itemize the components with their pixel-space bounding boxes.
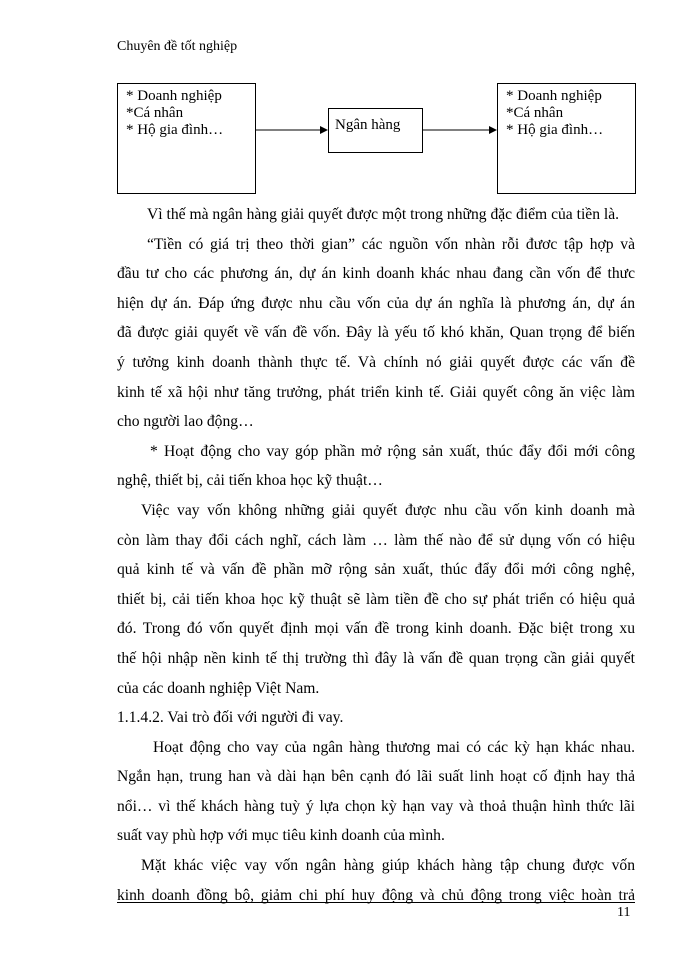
text-line: còn làm thay đổi cách nghĩ, cách làm … làm thế nào để sử dụng vốn có hiệu [117,531,635,549]
text-line: hiện dự án. Đáp ứng được nhu cầu vốn của dự án nghĩa là phương án, dự án [117,294,635,312]
page-number: 11 [617,905,631,920]
arrow-right-icon [256,124,330,136]
box-line: * Doanh nghiệp [126,88,222,104]
text-line: Ngắn hạn, trung han và dài hạn bên cạnh đó lãi suất linh hoạt cố định hay thả [117,768,635,786]
text-line: Việc vay vốn không những giải quyết được nhu cầu vốn kinh doanh mà [141,501,635,519]
bank-label: Ngân hàng [335,117,401,133]
text-line: Hoạt động cho vay của ngân hàng thương mai có các kỳ hạn khác nhau. [153,738,635,756]
text-line: Vì thế mà ngân hàng giải quyết được một trong những đặc điểm của tiền là. [147,206,620,223]
arrow-right-icon [423,124,499,136]
text-line: đã được giải quyết về vấn đề vốn. Đây là yếu tố khó khăn, Quan trọng để biến [117,324,635,342]
text-line: nổi… vì thế khách hàng tuỳ ý lựa chọn kỳ hạn vay và thoả thuận hình thức lãi [117,797,635,815]
text-line: “Tiền có giá trị theo thời gian” các nguồn vốn nhàn rỗi đươc tập hợp và [147,235,635,253]
borrower-box-left [117,83,256,194]
bank-box [328,108,423,153]
text-line: thế hội nhập nền kinh tế thị trường thì đây là vấn đề quan trọng cần giải quyết [117,649,635,667]
text-line: * Hoạt động cho vay góp phần mở rộng sản xuất, thúc đẩy đổi mới công [150,442,635,460]
text-line: thiết bị, cải tiến khoa học kỹ thuật sẽ làm tiền đề cho sự phát triển có hiệu quả [117,590,635,608]
text-line: đó. Trong đó vốn quyết định mọi vấn đề trong kinh doanh. Đặc biệt trong xu [117,620,635,638]
text-line: kinh doanh đồng bộ, giảm chi phí huy động và chủ động trong việc hoàn trả [117,886,635,904]
box-line: * Hộ gia đình… [506,122,604,138]
page-header-title: Chuyên đề tốt nghiệp [117,39,238,54]
text-line: kinh tế xã hội như tăng trưởng, phát triển kinh tế. Giải quyết công ăn việc làm [117,383,635,401]
text-line: Mặt khác việc vay vốn ngân hàng giúp khách hàng tập chung được vốn [141,857,635,875]
text-line: cho người lao động… [117,413,254,431]
section-heading: 1.1.4.2. Vai trò đối với người đi vay. [117,709,344,727]
text-line: đầu tư cho các phương án, dự án kinh doanh khác nhau đang cần vốn để thưc [117,265,635,283]
footer-divider [117,902,635,903]
box-line: * Hộ gia đình… [126,122,224,138]
text-line: của các doanh nghiệp Việt Nam. [117,679,320,697]
text-line: nghệ, thiết bị, cải tiến khoa học kỹ thuật… [117,472,383,490]
box-line: *Cá nhân [126,105,184,121]
text-line: quả kinh tế và vấn đề phần mỡ rộng sản xuất, thúc đẩy đổi mới công nghệ, [117,561,635,579]
text-line: suất vay phù hợp với mục tiêu kinh doanh của mình. [117,827,445,845]
text-line: ý tưởng kinh doanh thành thực tế. Và chính nó giải quyết được các vấn đề [117,353,635,371]
box-line: *Cá nhân [506,105,564,121]
document-body [117,200,635,910]
borrower-box-right [497,83,636,194]
box-line: * Doanh nghiệp [506,88,602,104]
